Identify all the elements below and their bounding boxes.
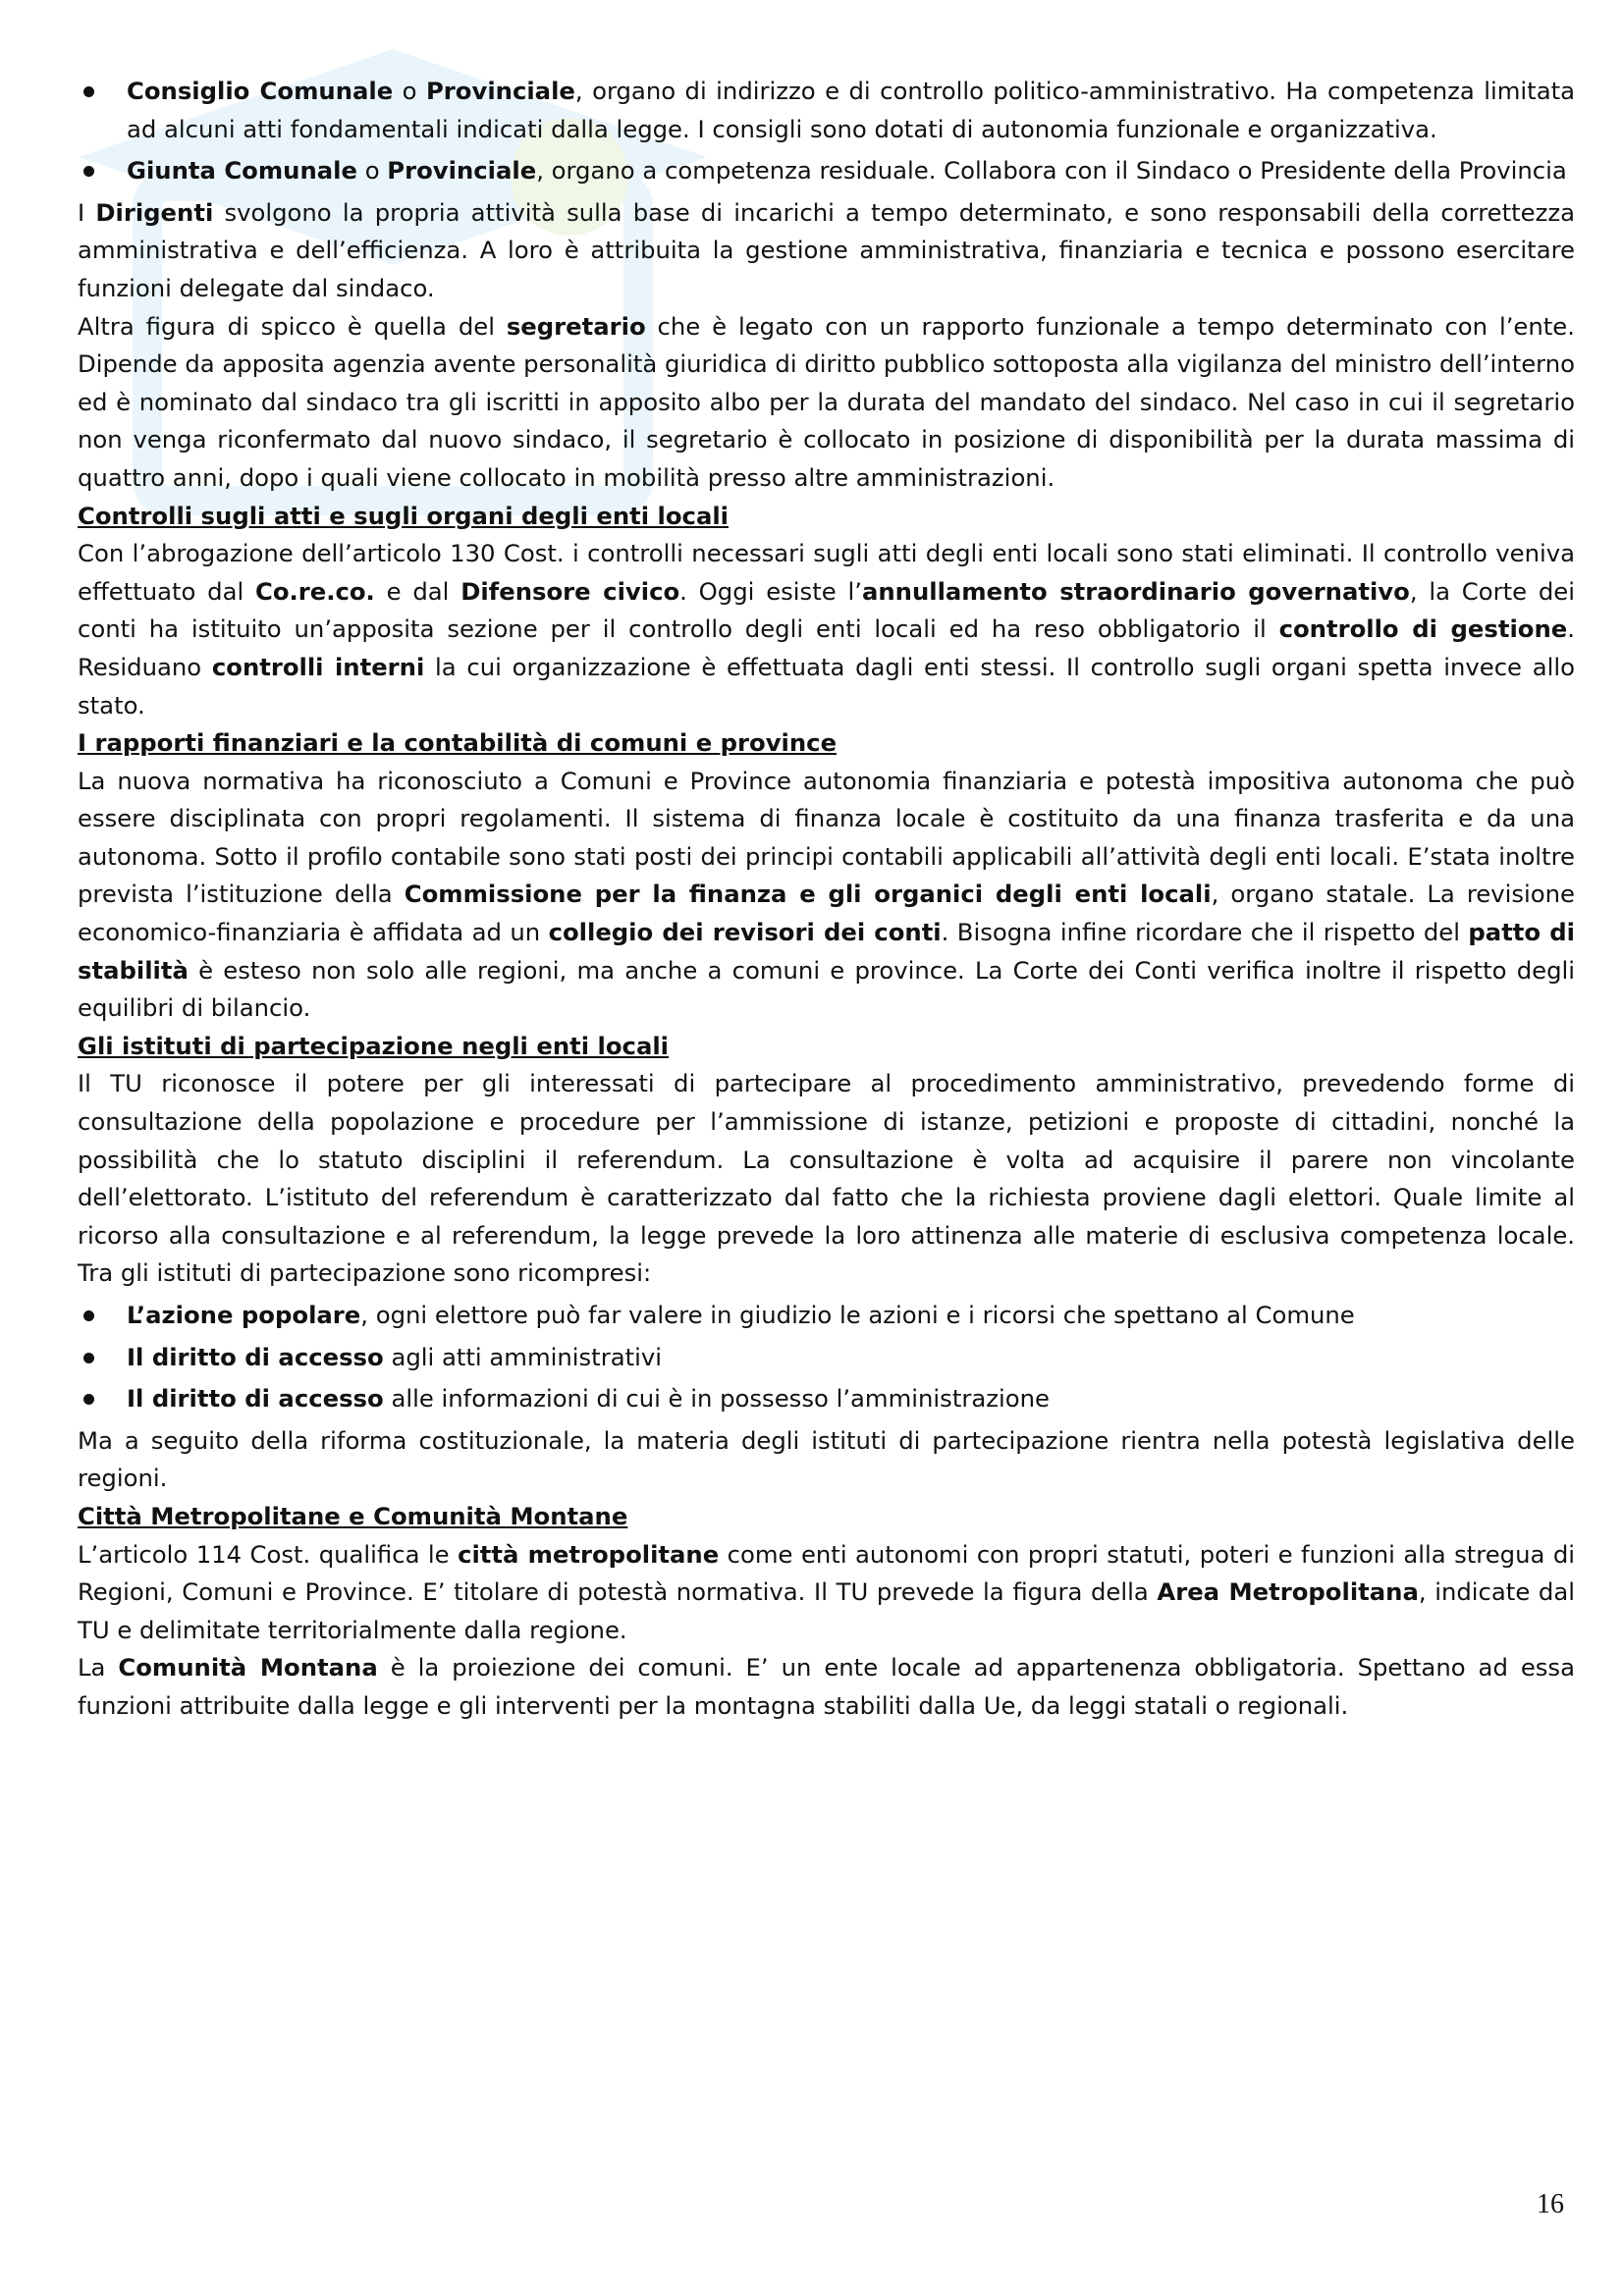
heading-controlli: Controlli sugli atti e sugli organi degli enti locali <box>78 501 730 530</box>
paragraph-segretario: Altra figura di spicco è quella del segretario che è legato con un rapporto funzionale a tempo determinato con l’ente. Dipende da apposita agenzia avente personalità giuridica di diritto pubblico sottoposta alla vigilanza del ministro dell’interno ed è nominato dal sindaco tra gli iscritti in apposito albo per la durata del mandato del sindaco. Nel caso in cui il segretario non venga riconfermato dal nuovo sindaco, il segretario è collocato in posizione di disponibilità per la durata massima di quattro anni, dopo i quali viene collocato in mobilità presso altre amministrazioni. <box>78 311 1575 492</box>
bullet-dot-icon <box>83 1310 94 1321</box>
heading-citta: Città Metropolitane e Comunità Montane <box>78 1501 628 1530</box>
bullet-giunta: Giunta Comunale o Provinciale, organo a competenza residuale. Collabora con il Sindaco o Presidente della Provincia <box>78 152 1575 190</box>
paragraph-istituti: Il TU riconosce il potere per gli interessati di partecipare al procedimento amministrativo, prevedendo forme di consultazione della popolazione e procedure per l’ammissione di istanze, petizioni e proposte di cittadini, nonché la possibilità che lo statuto disciplini il referendum. La consultazione è volta ad acquisire il parere non vincolante dell’elettorato. L’istituto del referendum è caratterizzato dal fatto che la richiesta proviene dagli elettori. Quale limite al ricorso alla consultazione e al referendum, la legge prevede la loro attinenza alle materie di esclusiva competenza locale. Tra gli istituti di partecipazione sono ricompresi: <box>78 1069 1575 1288</box>
bullet-diritto-accesso-atti: Il diritto di accesso agli atti amministrativi <box>78 1339 1575 1377</box>
page-number: 16 <box>1537 2189 1564 2219</box>
paragraph-rapporti: La nuova normativa ha riconosciuto a Comuni e Province autonomia finanziaria e potestà impositiva autonoma che può essere disciplinata con propri regolamenti. Il sistema di finanza locale è costituito da una finanza trasferita e da una autonoma. Sotto il profilo contabile sono stati posti dei principi contabili applicabili all’attività degli enti locali. E’stata inoltre prevista l’istituzione della Commissione per la finanza e gli organici degli enti locali, organo statale. La revisione economico-finanziaria è affidata ad un collegio dei revisori dei conti. Bisogna infine ricordare che il rispetto del patto di stabilità è esteso non solo alle regioni, ma anche a comuni e province. La Corte dei Conti verifica inoltre il rispetto degli equilibri di bilancio. <box>78 766 1575 1023</box>
paragraph-dirigenti: I Dirigenti svolgono la propria attività sulla base di incarichi a tempo determinato, e sono responsabili della correttezza amministrativa e dell’efficienza. A loro è attribuita la gestione amministrativa, finanziaria e tecnica e possono esercitare funzioni delegate dal sindaco. <box>78 197 1575 302</box>
bullet-diritto-accesso-informazioni: Il diritto di accesso alle informazioni di cui è in possesso l’amministrazione <box>78 1380 1575 1418</box>
paragraph-citta: L’articolo 114 Cost. qualifica le città metropolitane come enti autonomi con propri statuti, poteri e funzioni alla stregua di Regioni, Comuni e Province. E’ titolare di potestà normativa. Il TU prevede la figura della Area Metropolitana, indicate dal TU e delimitate territorialmente dalla regione. <box>78 1539 1575 1644</box>
bullet-consiglio: Consiglio Comunale o Provinciale, organo di indirizzo e di controllo politico-amministrativo. Ha competenza limitata ad alcuni atti fondamentali indicati dalla legge. I consigli sono dotati di autonomia funzionale e organizzativa. <box>78 73 1575 148</box>
heading-rapporti: I rapporti finanziari e la contabilità di comuni e province <box>78 728 838 758</box>
bullet-dot-icon <box>83 166 94 177</box>
bullet-dot-icon <box>83 1353 94 1363</box>
paragraph-montana: La Comunità Montana è la proiezione dei comuni. E’ un ente locale ad appartenenza obbligatoria. Spettano ad essa funzioni attribuite dalla legge e gli interventi per la montagna stabiliti dalla Ue, da leggi statali o regionali. <box>78 1653 1575 1720</box>
bullet-dot-icon <box>83 1394 94 1405</box>
document-page <box>78 69 1575 1726</box>
paragraph-controlli: Con l’abrogazione dell’articolo 130 Cost. i controlli necessari sugli atti degli enti locali sono stati eliminati. Il controllo veniva effettuato dal Co.re.co. e dal Difensore civico. Oggi esiste l’annullamento straordinario governativo, la Corte dei conti ha istituito un’apposita sezione per il controllo degli enti locali ed ha reso obbligatorio il controllo di gestione. Residuano controlli interni la cui organizzazione è effettuata dagli enti stessi. Il controllo sugli organi spetta invece allo stato. <box>78 539 1575 720</box>
paragraph-riforma: Ma a seguito della riforma costituzionale, la materia degli istituti di partecipazione rientra nella potestà legislativa delle regioni. <box>78 1425 1575 1493</box>
bullet-azione-popolare: L’azione popolare, ogni elettore può far valere in giudizio le azioni e i ricorsi che spettano al Comune <box>78 1297 1575 1335</box>
heading-istituti: Gli istituti di partecipazione negli enti locali <box>78 1031 670 1060</box>
bullet-dot-icon <box>83 86 94 97</box>
